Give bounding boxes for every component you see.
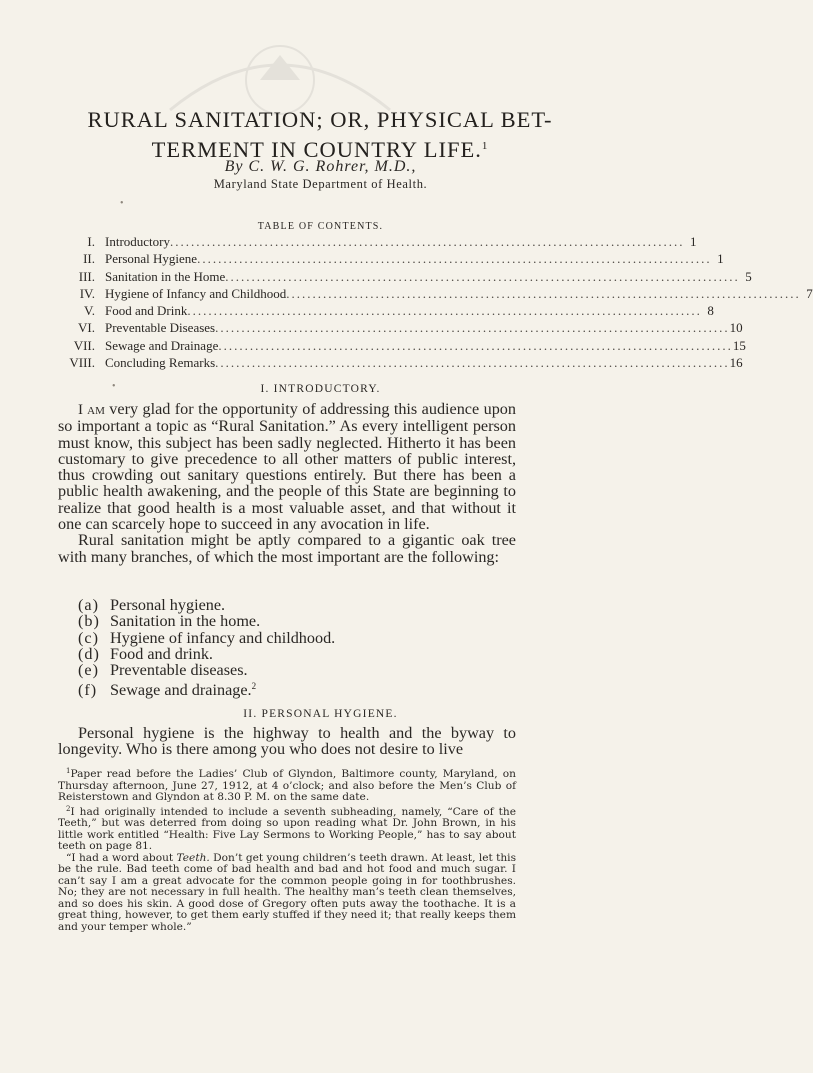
toc-leader-dots: .................................................................................................. [225,268,740,284]
toc-number: II. [83,251,95,267]
toc-label: Personal Hygiene [105,251,198,267]
toc-leader-dots: .................................................................................................. [286,285,801,301]
list-item-text: Hygiene of infancy and childhood. [110,628,336,647]
toc-leader-dots: .................................................................................................. [218,337,733,353]
footnotes [58,766,516,933]
title-line-1: RURAL SANITATION; OR, PHYSICAL BET- [87,107,553,132]
toc-number: V. [84,303,95,319]
author-byline: By C. W. G. Rohrer, M.D., [224,158,417,175]
toc-page-number: 1 [689,234,697,249]
footnote-2-mark: 2 [66,804,71,813]
list-item-text: Preventable diseases. [110,661,248,680]
list-item-text: Sanitation in the home. [110,612,261,631]
toc-leader-dots: .................................................................................................. [187,303,702,319]
footnote-mark: 2 [251,681,257,692]
toc-page-number: 16 [729,355,743,371]
toc-page-number: 15 [732,337,746,353]
list-item-key: (f) [78,681,98,700]
list-item-text: Personal hygiene. [110,596,226,614]
list-item-text: Sewage and drainage. [110,681,252,700]
list-item [78,678,335,698]
toc-leader-dots: .................................................................................................. [169,234,685,249]
footnote-2 [58,804,516,853]
toc-page-number: 5 [745,268,752,284]
table-of-contents [58,234,813,372]
section-heading-personal-hygiene: II. PERSONAL HYGIENE. [243,708,398,720]
hygiene-paragraph: Personal hygiene is the highway to health and the byway to longevity. Who is there among you who does not desire to live [58,724,516,759]
footnote-1 [58,766,516,804]
toc-label: Preventable Diseases [105,320,216,336]
list-item-key: (e) [78,661,99,680]
list-item-key: (b) [78,612,100,631]
toc-page-number: 8 [707,303,714,319]
toc-leader-dots: .................................................................................................. [197,251,712,267]
toc-number: VI. [78,320,95,336]
branch-list [78,597,335,699]
list-item-key: (d) [78,644,100,663]
toc-page-number: 10 [729,320,743,336]
toc-heading: TABLE OF CONTENTS. [257,221,384,232]
list-item [78,646,335,662]
article-title [55,107,585,163]
toc-number: III. [78,268,95,284]
section-heading-introductory: I. INTRODUCTORY. [260,383,381,395]
list-item [78,662,335,678]
author-affiliation: Maryland State Department of Health. [213,177,428,191]
toc-page-number: 7 [806,285,813,301]
quote-italic-word: Teeth. [176,851,210,864]
toc-label: Food and Drink [105,303,188,319]
toc-row [58,303,714,320]
toc-row [58,320,743,337]
toc-leader-dots: .................................................................................................. [215,320,730,336]
toc-number: IV. [79,285,95,301]
toc-number: I. [87,234,95,249]
list-item [78,630,335,646]
title-line-2: TERMENT IN COUNTRY LIFE. [151,137,482,162]
toc-row [58,285,813,303]
list-item [78,613,335,629]
toc-label: Concluding Remarks [105,355,216,371]
ink-speck: • [112,381,116,392]
toc-number: VIII. [69,355,95,371]
toc-row [58,355,743,372]
list-item-text: Food and drink. [110,644,213,663]
introduction-text [58,401,516,565]
toc-row [58,268,752,286]
quote-lead: “I had a word about [66,851,177,864]
list-item-key: (a) [78,596,99,614]
toc-row [58,337,746,355]
intro-paragraph-1 [58,401,516,532]
title-footnote-mark: 1 [481,140,489,152]
toc-row [58,251,724,268]
toc-page-number: 1 [717,251,724,267]
intro-paragraph-1-text: very glad for the opportunity of addressing this audience upon so important a topic as “Rural Sanitation.” As every intelligent person must know, this subject has been sadly neglected. Hitherto it has been customary to give precedence to all other matters of public interest, thus crowding out sanitary questions entirely. But there has been a public health awakening, and the people of this State are beginning to realize that good health is a most valuable asset, and that without it one can scarcely hope to succeed in any avocation in life. [58,400,516,534]
footnote-2-quotation [58,853,516,934]
toc-label: Hygiene of Infancy and Childhood [105,285,287,301]
quote-rest: Don’t get young children’s teeth drawn. At least, let this be the rule. Bad teeth come of bad health and bad and hot food and much sugar. I can’t say I am a great advocate for the common people going in for toothbrushes. No; they are not necessary in full health. The healthy man’s teeth clean themselves, and so does his skin. A good dose of Gregory often puts away the toothache. It is a great thing, however, to get them early stuffed if they need it; that really keeps them and your temper whole.” [58,851,517,933]
toc-leader-dots: .................................................................................................. [215,355,730,371]
toc-label: Sewage and Drainage [105,337,219,353]
list-item [78,597,335,613]
footnote-1-text: Paper read before the Ladies’ Club of Glyndon, Baltimore county, Maryland, on Thursday afternoon, June 27, 1912, at 4 o’clock; and also before the Men’s Club of Reisterstown and Glyndon at 8.30 P. M. on the same date. [58,768,516,803]
drop-lead-words: I am [78,402,105,418]
footnote-2-text: I had originally intended to include a seventh subheading, namely, “Care of the Teeth,” but was deterred from doing so upon reading what Dr. John Brown, in his little work entitled “Health: Five Lay Sermons to Working People,” has to say about teeth on page 81. [58,805,516,852]
toc-number: VII. [73,337,95,353]
ink-speck: • [120,198,124,209]
list-item-key: (c) [78,628,99,647]
footnote-1-mark: 1 [66,767,71,775]
intro-paragraph-2: Rural sanitation might be aptly compared to a gigantic oak tree with many branches, of which the most important are the following: [58,531,516,566]
toc-row [58,234,697,251]
personal-hygiene-text [58,725,516,758]
toc-label: Introductory [105,234,170,249]
toc-label: Sanitation in the Home [105,268,226,284]
